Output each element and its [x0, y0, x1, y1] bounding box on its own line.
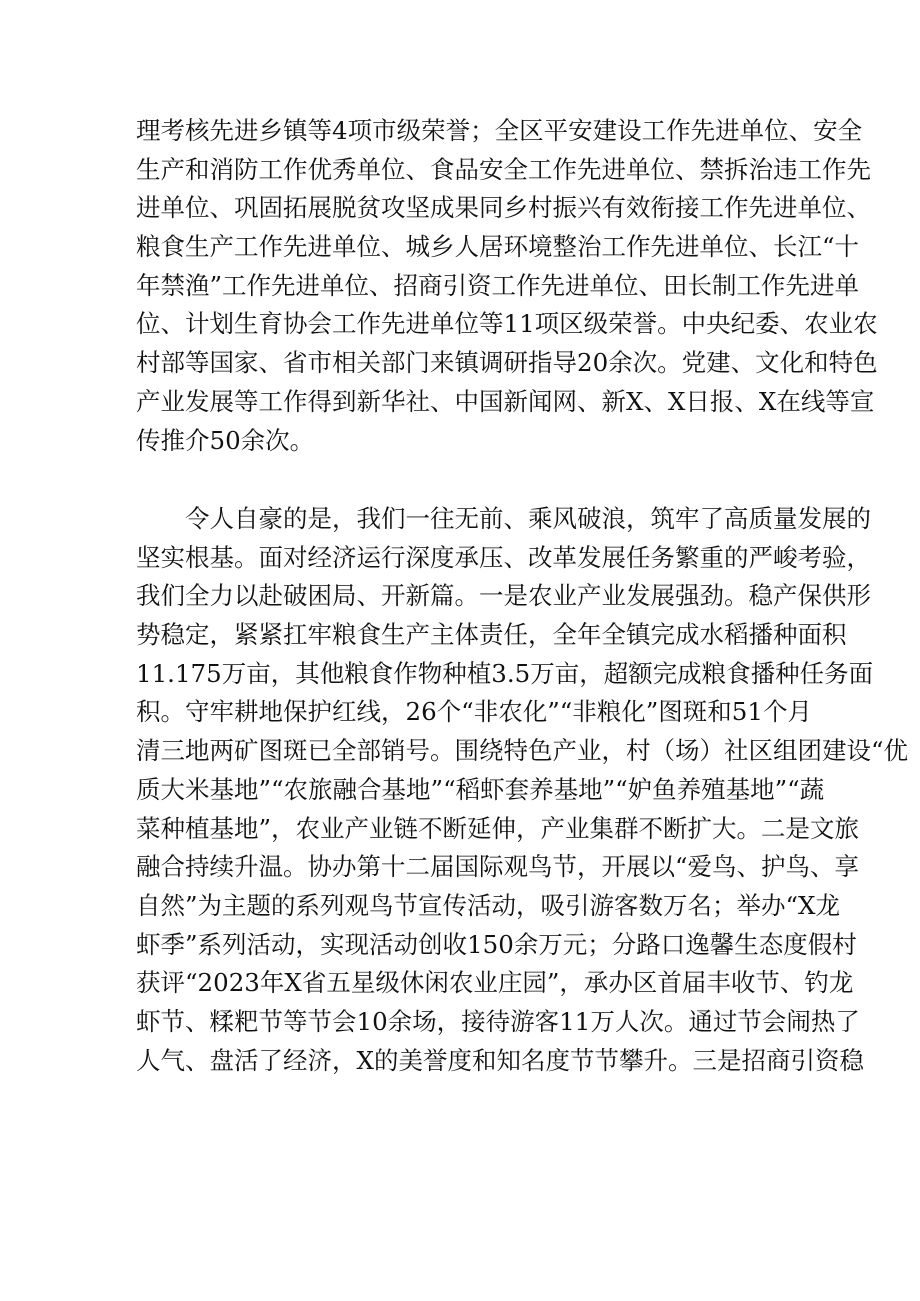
text-line: 坚实根基。面对经济运行深度承压、改革发展任务繁重的严峻考验，	[136, 542, 871, 572]
text-line: 积。守牢耕地保护红线，26个“非农化”“非粮化”图斑和51个月	[136, 697, 812, 727]
text-line: 年禁渔”工作先进单位、招商引资工作先进单位、田长制工作先进单	[136, 270, 860, 300]
text-line: 11.175万亩，其他粮食作物种植3.5万亩，超额完成粮食播种任务面	[136, 658, 874, 688]
text-line: 菜种植基地”，农业产业链不断延伸，产业集群不断扩大。二是文旅	[136, 813, 860, 843]
text-line: 生产和消防工作优秀单位、食品安全工作先进单位、禁拆治违工作先	[136, 154, 871, 184]
text-line: 人气、盘活了经济，X的美誉度和知名度节节攀升。三是招商引资稳	[136, 1045, 864, 1075]
text-line: 位、计划生育协会工作先进单位等11项区级荣誉。中央纪委、农业农	[136, 309, 878, 339]
text-line: 势稳定，紧紧扛牢粮食生产主体责任，全年全镇完成水稻播种面积	[136, 620, 847, 650]
text-line: 粮食生产工作先进单位、城乡人居环境整治工作先进单位、长江“十	[136, 232, 860, 262]
paragraph-development	[136, 500, 909, 1080]
text-line: 质大米基地”“农旅融合基地”“稻虾套养基地”“妒鱼养殖基地”“蔬	[136, 774, 825, 804]
text-line: 虾季”系列活动，实现活动创收150余万元；分路口逸馨生态度假村	[136, 929, 857, 959]
text-line: 传推介50余次。	[136, 425, 315, 455]
text-line: 获评“2023年X省五星级休闲农业庄园”，承办区首届丰收节、钓龙	[136, 968, 854, 998]
text-line: 进单位、巩固拓展脱贫攻坚成果同乡村振兴有效衔接工作先进单位、	[136, 193, 871, 223]
text-line: 村部等国家、省市相关部门来镇调研指导20余次。党建、文化和特色	[136, 348, 878, 378]
paragraph-honors	[136, 112, 878, 460]
text-line: 产业发展等工作得到新华社、中国新闻网、新X、X日报、X在线等宣	[136, 386, 875, 416]
text-line: 自然”为主题的系列观鸟节宣传活动，吸引游客数万名；举办“X龙	[136, 890, 840, 920]
text-line: 我们全力以赴破困局、开新篇。一是农业产业发展强劲。稳产保供形	[136, 581, 871, 611]
text-line-first: 令人自豪的是，我们一往无前、乘风破浪，筑牢了高质量发展的	[185, 504, 871, 533]
text-line: 理考核先进乡镇等4项市级荣誉；全区平安建设工作先进单位、安全	[136, 116, 863, 145]
text-line: 虾节、糅粑节等节会10余场，接待游客11万人次。通过节会闹热了	[136, 1006, 860, 1036]
text-line: 融合持续升温。协办第十二届国际观鸟节，开展以“爱鸟、护鸟、享	[136, 852, 860, 882]
text-line: 清三地两矿图斑已全部销号。围绕特色产业，村（场）社区组团建设“优	[136, 736, 909, 766]
